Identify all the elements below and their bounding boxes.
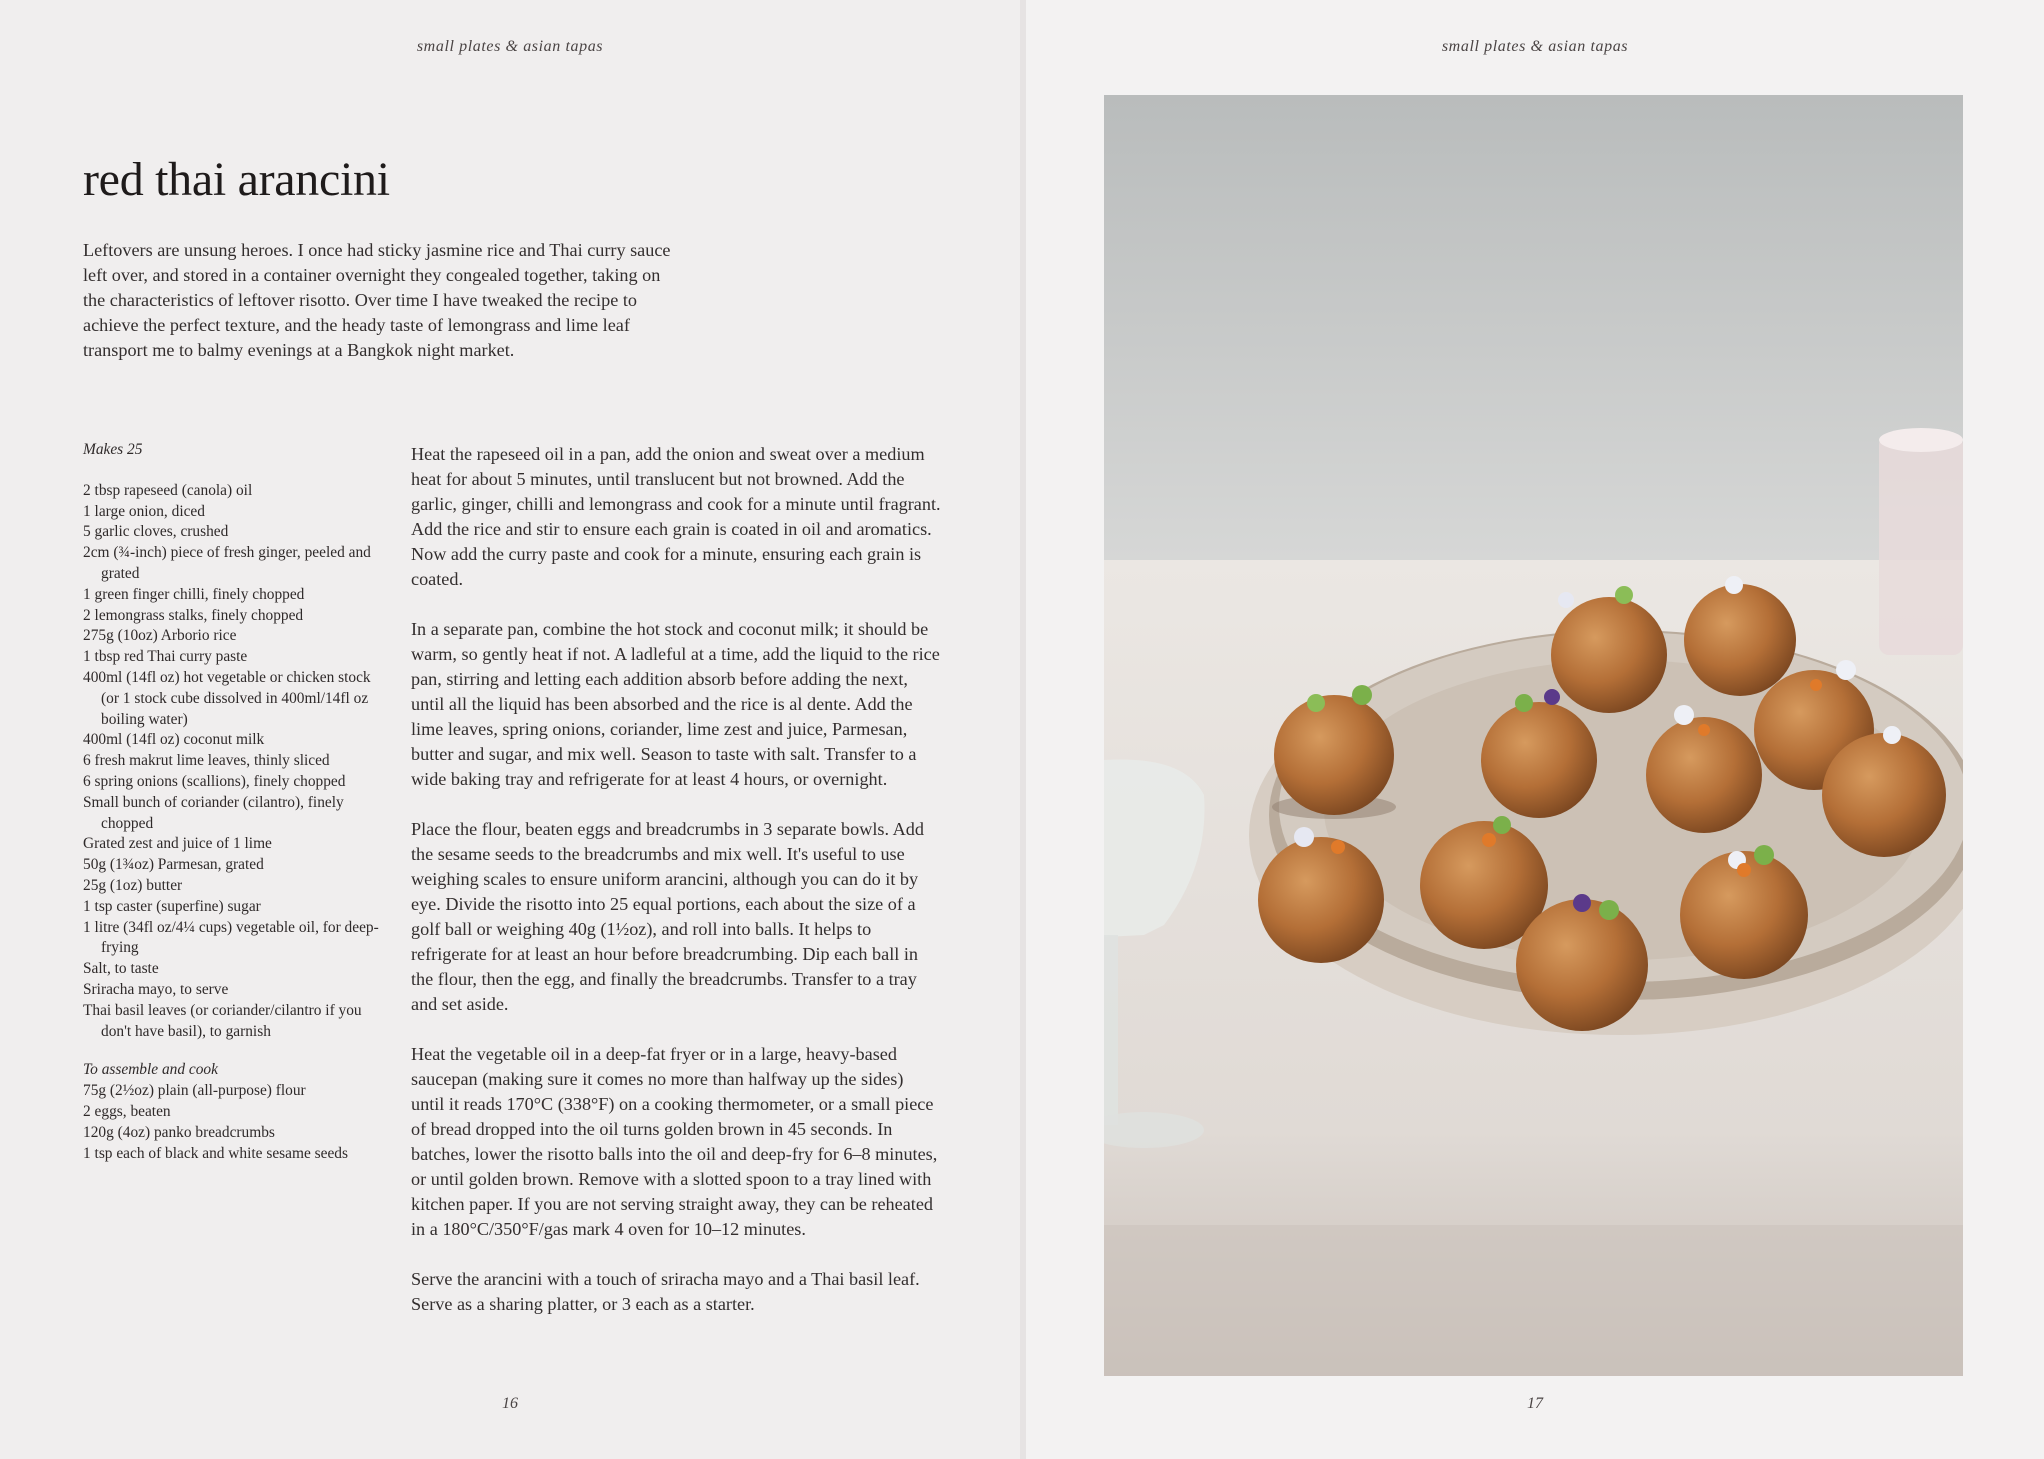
arancini-ball (1481, 702, 1597, 818)
recipe-intro: Leftovers are unsung heroes. I once had sticky jasmine rice and Thai curry sauce left over, and stored in a container overnight they congealed together, taking on the characteristics of leftover risotto. Over time I have tweaked the recipe to achieve the perfect texture, and the heady taste of lemongrass and lime leaf transport me to balmy evenings at a Bangkok night market. (83, 240, 671, 360)
method-step: Heat the rapeseed oil in a pan, add the onion and sweat over a medium heat for about 5 minutes, until translucent but not browned. Add the garlic, ginger, chilli and lemongrass and cook for a minute until fragrant. Add the rice and stir to ensure each grain is coated in oil and aromatics. Now add the curry paste and cook for a minute, ensuring each grain is coated. (411, 444, 941, 589)
ingredients-column (83, 440, 383, 1164)
ingredient-item: 400ml (14fl oz) coconut milk (83, 731, 265, 749)
arancini-photo (1104, 95, 1963, 1376)
page-number-right: 17 (1527, 1395, 1543, 1412)
ingredient-item: Grated zest and juice of 1 lime (83, 835, 272, 853)
ingredient-item: Small bunch of coriander (cilantro), finely chopped (83, 793, 344, 832)
assemble-item: 1 tsp each of black and white sesame seeds (83, 1144, 348, 1162)
arancini-ball (1551, 597, 1667, 713)
ingredient-item: Thai basil leaves (or coriander/cilantro if you don't have basil), to garnish (83, 1001, 362, 1040)
running-head-right: small plates & asian tapas (1441, 38, 1629, 55)
ingredient-item: 6 fresh makrut lime leaves, thinly sliced (83, 752, 330, 770)
ingredient-item: 1 tbsp red Thai curry paste (83, 648, 248, 666)
ingredient-item: 1 litre (34fl oz/4¼ cups) vegetable oil, for deep-frying (83, 918, 379, 957)
arancini-ball (1274, 695, 1394, 815)
recipe-title: red thai arancini (83, 153, 390, 206)
ingredient-item: 2 tbsp rapeseed (canola) oil (83, 481, 253, 499)
method-step: In a separate pan, combine the hot stock and coconut milk; it should be warm, so gently heat if not. A ladleful at a time, add the liquid to the rice pan, stirring and letting each addition absorb before adding the next, until all the liquid has been absorbed and the rice is al dente. Add the lime leaves, spring onions, coriander, lime zest and juice, Parmesan, butter and sugar, and mix well. Season to taste with salt. Transfer to a wide baking tray and refrigerate for at least 4 hours, or overnight. (411, 619, 940, 789)
ingredient-item: 1 green finger chilli, finely chopped (83, 585, 305, 603)
assemble-item: 2 eggs, beaten (83, 1102, 171, 1120)
arancini-ball (1516, 899, 1648, 1031)
method-step: Serve the arancini with a touch of sriracha mayo and a Thai basil leaf. Serve as a sharing platter, or 3 each as a starter. (411, 1269, 920, 1314)
candle-holder (1879, 428, 1963, 655)
ingredient-item: 50g (1¾oz) Parmesan, grated (83, 856, 264, 874)
ingredient-item: 5 garlic cloves, crushed (83, 523, 229, 541)
ingredient-item: 1 tsp caster (superfine) sugar (83, 897, 261, 915)
arancini-photo-illustration (1104, 95, 1963, 1376)
arancini-ball (1258, 837, 1384, 963)
assemble-item: 120g (4oz) panko breadcrumbs (83, 1123, 275, 1141)
ingredient-item: 1 large onion, diced (83, 502, 205, 520)
left-page (0, 0, 1020, 1459)
ingredient-item: 2cm (¾-inch) piece of fresh ginger, peeled and grated (83, 544, 371, 582)
method-column (411, 442, 941, 1342)
ingredient-item: 400ml (14fl oz) hot vegetable or chicken stock (or 1 stock cube dissolved in 400ml/14fl oz boiling water) (83, 668, 371, 728)
wall-background (1104, 95, 1963, 560)
arancini-ball (1822, 733, 1946, 857)
arancini-ball (1684, 584, 1796, 696)
ingredient-list (83, 481, 383, 1043)
ingredient-item: 6 spring onions (scallions), finely chopped (83, 772, 346, 790)
ingredient-item: 25g (1oz) butter (83, 876, 183, 894)
ingredient-item: Salt, to taste (83, 960, 159, 978)
makes-label: Makes 25 (83, 441, 143, 458)
page-number-left: 16 (502, 1395, 518, 1412)
assemble-item: 75g (2½oz) plain (all-purpose) flour (83, 1082, 306, 1100)
assemble-list (83, 1081, 383, 1164)
assemble-heading: To assemble and cook (83, 1061, 218, 1079)
running-head-left: small plates & asian tapas (416, 38, 604, 55)
tablecloth-fold (1104, 1225, 1963, 1376)
method-step: Heat the vegetable oil in a deep-fat fryer or in a large, heavy-based saucepan (making sure it comes no more than halfway up the sides) until it reads 170°C (338°F) on a cooking thermometer, or a small piece of bread dropped into the oil turns golden brown in 45 seconds. In batches, lower the risotto balls into the oil and deep-fry for 6–8 minutes, or until golden brown. Remove with a slotted spoon to a tray lined with kitchen paper. If you are not serving straight away, they can be reheated in a 180°C/350°F/gas mark 4 oven for 10–12 minutes. (411, 1044, 938, 1239)
ingredient-item: Sriracha mayo, to serve (83, 980, 229, 998)
method-step: Place the flour, beaten eggs and breadcrumbs in 3 separate bowls. Add the sesame seeds to the breadcrumbs and mix well. It's useful to use weighing scales to ensure uniform arancini, although you can do it by eye. Divide the risotto into 25 equal portions, each about the size of a golf ball or weighing 40g (1½oz), and roll into balls. It helps to refrigerate for at least an hour before breadcrumbing. Dip each ball in the flour, then the egg, and finally the breadcrumbs. Transfer to a tray and set aside. (411, 819, 924, 1014)
ingredient-item: 275g (10oz) Arborio rice (83, 627, 237, 645)
ingredient-item: 2 lemongrass stalks, finely chopped (83, 606, 304, 624)
